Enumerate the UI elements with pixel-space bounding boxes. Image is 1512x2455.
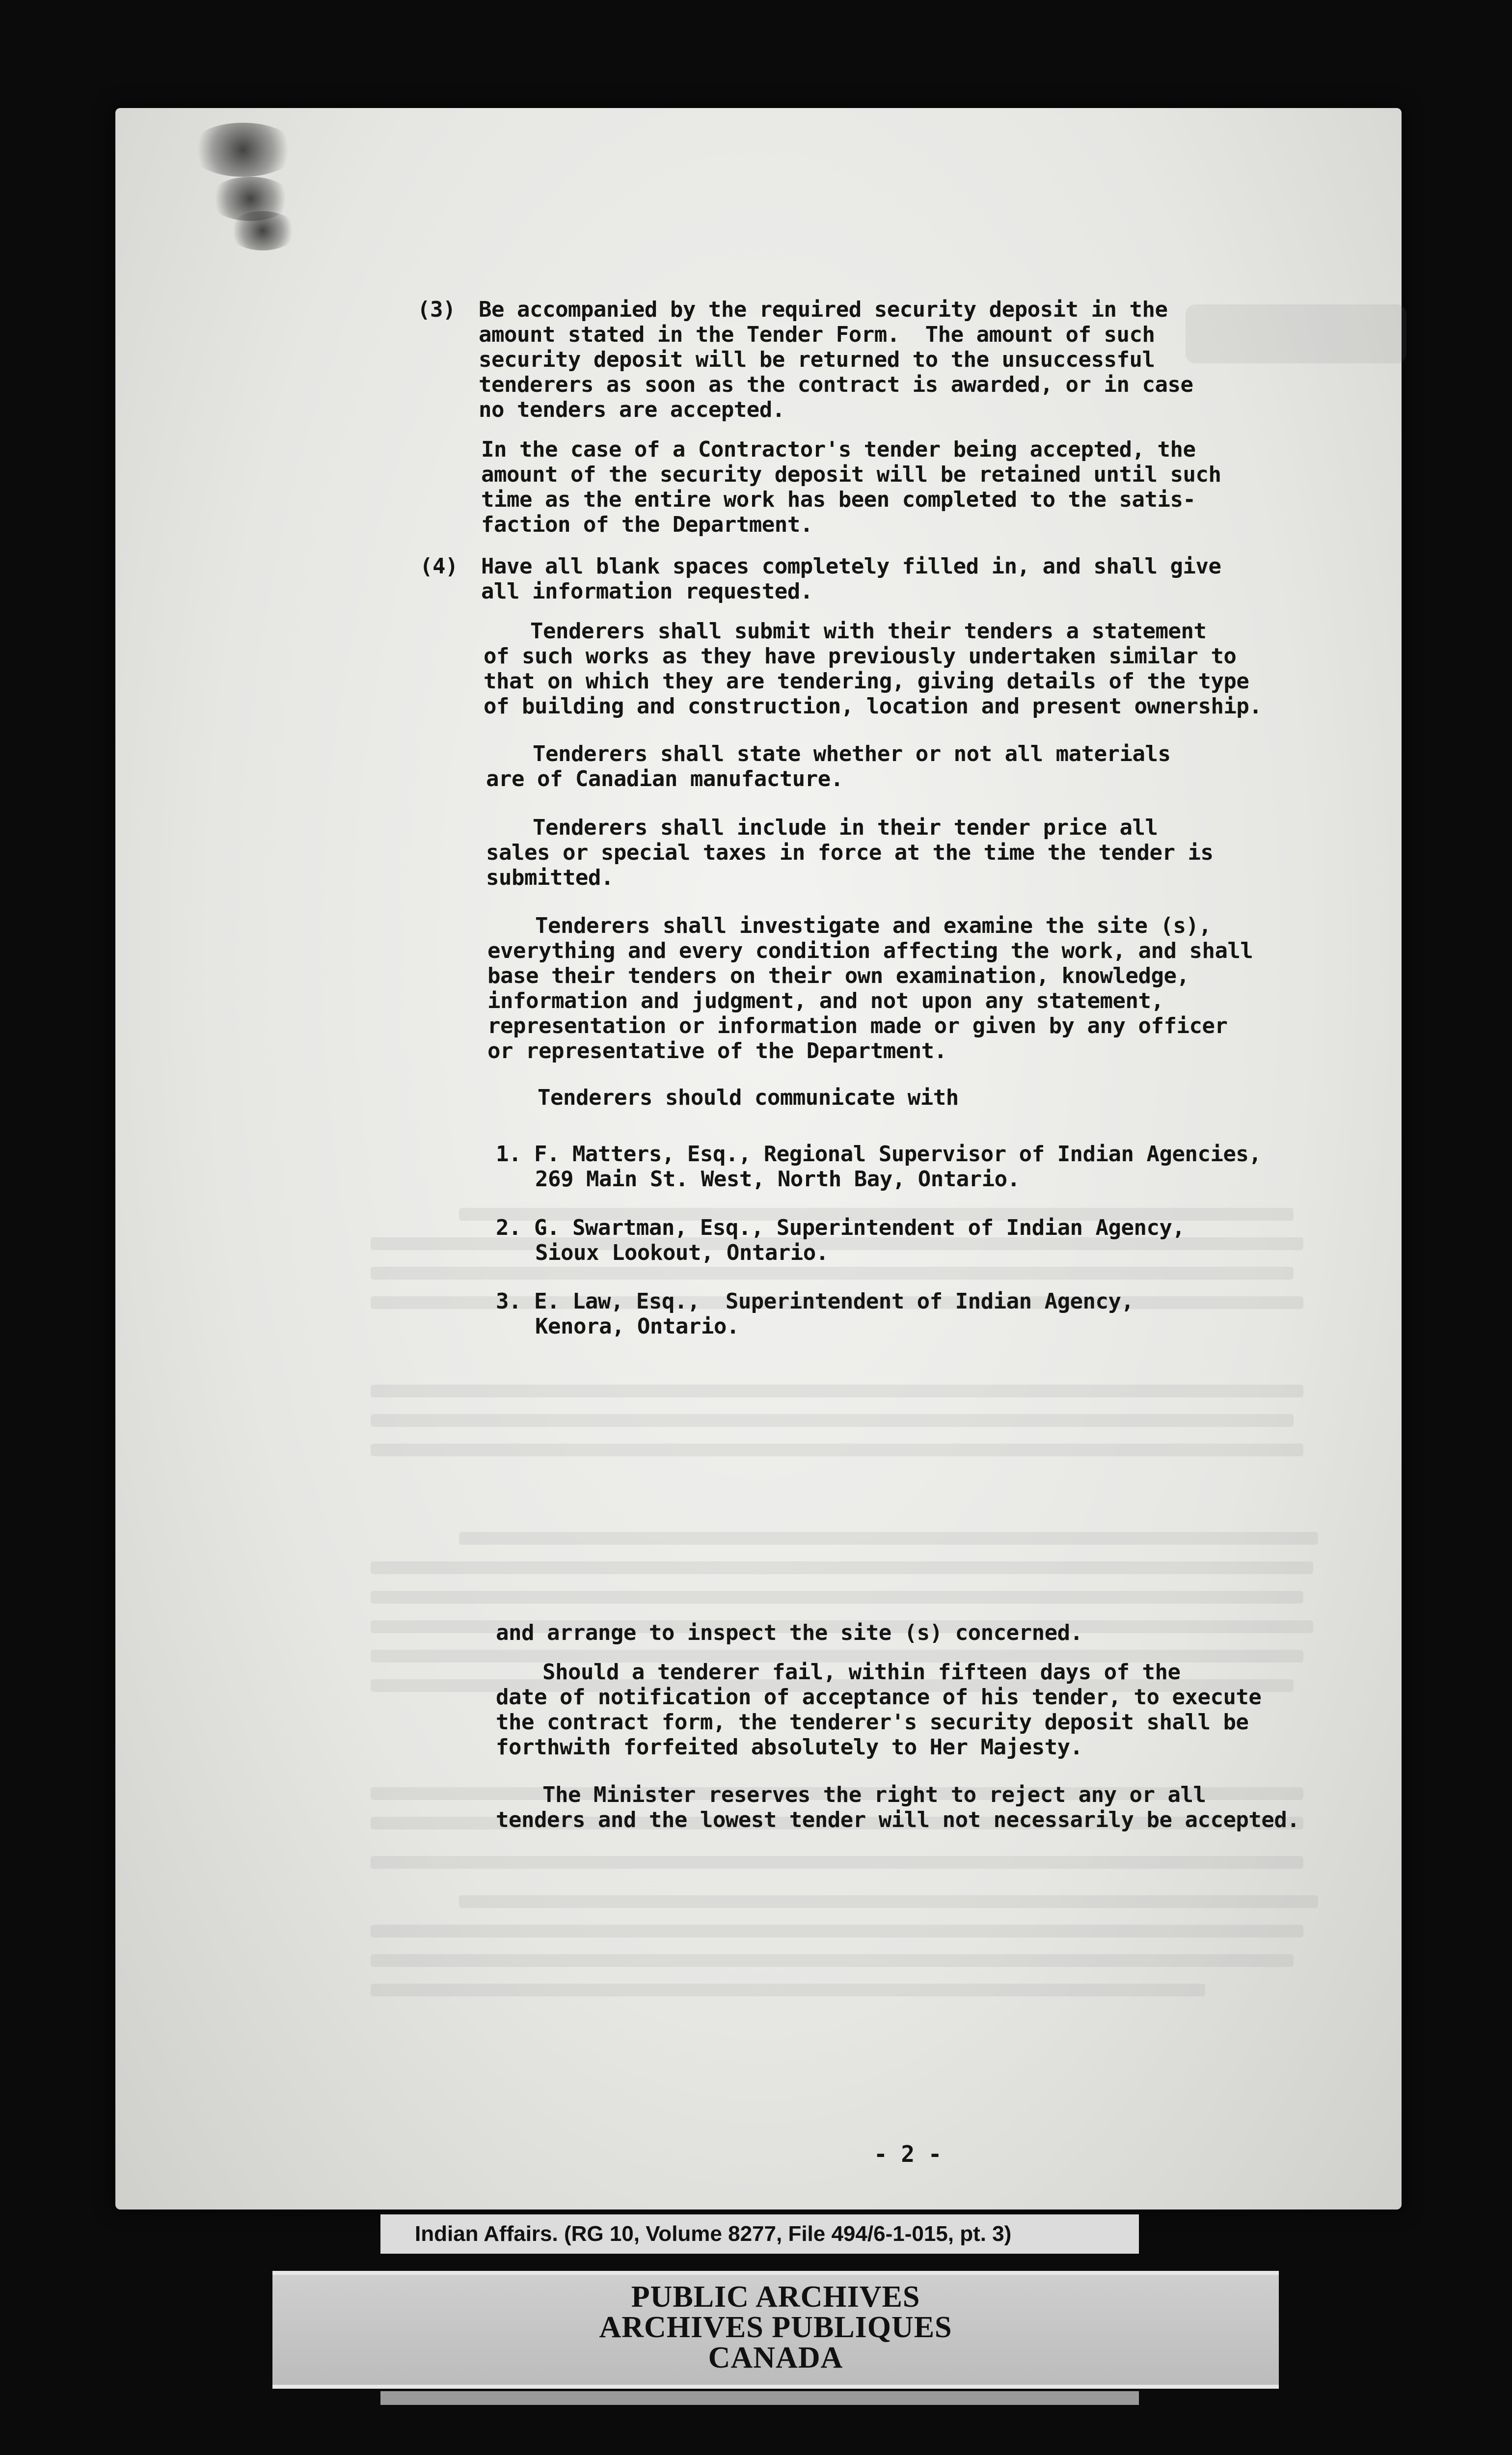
- contact-line: 2. G. Swartman, Esq., Superintendent of Indian Agency,: [496, 1215, 1185, 1240]
- contact-line: Kenora, Ontario.: [535, 1314, 739, 1339]
- item-number: (3): [417, 297, 456, 322]
- contact-line: Sioux Lookout, Ontario.: [535, 1240, 829, 1265]
- text-line: Tenderers shall include in their tender price all: [533, 815, 1158, 840]
- text-line: date of notification of acceptance of his tender, to execute: [496, 1685, 1262, 1710]
- text-line: and arrange to inspect the site (s) concerned.: [496, 1620, 1083, 1645]
- text-line: amount stated in the Tender Form. The amount of such: [479, 322, 1155, 347]
- text-line: or representative of the Department.: [487, 1038, 947, 1064]
- text-line: Be accompanied by the required security deposit in the: [479, 297, 1168, 322]
- text-line: that on which they are tendering, giving details of the type: [484, 669, 1249, 694]
- text-line: amount of the security deposit will be retained until such: [481, 462, 1221, 487]
- text-line: faction of the Department.: [481, 512, 813, 537]
- text-line: forthwith forfeited absolutely to Her Majesty.: [496, 1735, 1083, 1760]
- label-strip: [380, 2391, 1139, 2405]
- text-line: tenderers as soon as the contract is awarded, or in case: [479, 372, 1193, 397]
- text-line: no tenders are accepted.: [479, 397, 785, 422]
- text-line: of building and construction, location and present ownership.: [484, 694, 1262, 719]
- text-line: all information requested.: [481, 579, 813, 604]
- text-line: base their tenders on their own examination, knowledge,: [487, 963, 1189, 988]
- contact-line: 1. F. Matters, Esq., Regional Supervisor of Indian Agencies,: [496, 1142, 1262, 1167]
- text-line: are of Canadian manufacture.: [486, 766, 843, 791]
- text-line: of such works as they have previously undertaken similar to: [484, 644, 1237, 669]
- text-line: Tenderers shall submit with their tenders a statement: [530, 619, 1207, 644]
- page-number: - 2 -: [874, 2141, 942, 2167]
- document-page: [115, 108, 1402, 2210]
- stamp-line: CANADA: [708, 2341, 843, 2374]
- text-line: Should a tenderer fail, within fifteen days of the: [542, 1660, 1181, 1685]
- text-line: Tenderers should communicate with: [538, 1085, 959, 1110]
- text-line: time as the entire work has been completed to the satis-: [481, 487, 1196, 512]
- text-line: information and judgment, and not upon any statement,: [487, 988, 1164, 1013]
- text-line: everything and every condition affecting the work, and shall: [487, 938, 1253, 963]
- text-line: the contract form, the tenderer's security deposit shall be: [496, 1710, 1249, 1735]
- text-line: Tenderers shall state whether or not all materials: [533, 741, 1171, 766]
- stamp-line: PUBLIC ARCHIVES: [631, 2280, 920, 2314]
- text-line: security deposit will be returned to the unsuccessful: [479, 347, 1155, 372]
- document-body: [115, 108, 1402, 2210]
- text-line: Tenderers shall investigate and examine the site (s),: [535, 913, 1212, 938]
- stamp-line: ARCHIVES PUBLIQUES: [599, 2311, 952, 2344]
- archive-reference-label: Indian Affairs. (RG 10, Volume 8277, File 494/6-1-015, pt. 3): [380, 2214, 1139, 2254]
- text-line: sales or special taxes in force at the time the tender is: [486, 840, 1214, 865]
- contact-line: 3. E. Law, Esq., Superintendent of Indian Agency,: [496, 1289, 1134, 1314]
- text-line: representation or information made or given by any officer: [487, 1013, 1228, 1038]
- contact-line: 269 Main St. West, North Bay, Ontario.: [535, 1167, 1020, 1192]
- text-line: The Minister reserves the right to reject any or all: [542, 1782, 1206, 1807]
- archive-stamp: [272, 2271, 1279, 2389]
- item-number: (4): [420, 554, 458, 579]
- text-line: submitted.: [486, 865, 614, 890]
- text-line: In the case of a Contractor's tender being accepted, the: [481, 437, 1196, 462]
- text-line: Have all blank spaces completely filled in, and shall give: [481, 554, 1221, 579]
- text-line: tenders and the lowest tender will not necessarily be accepted.: [496, 1807, 1300, 1832]
